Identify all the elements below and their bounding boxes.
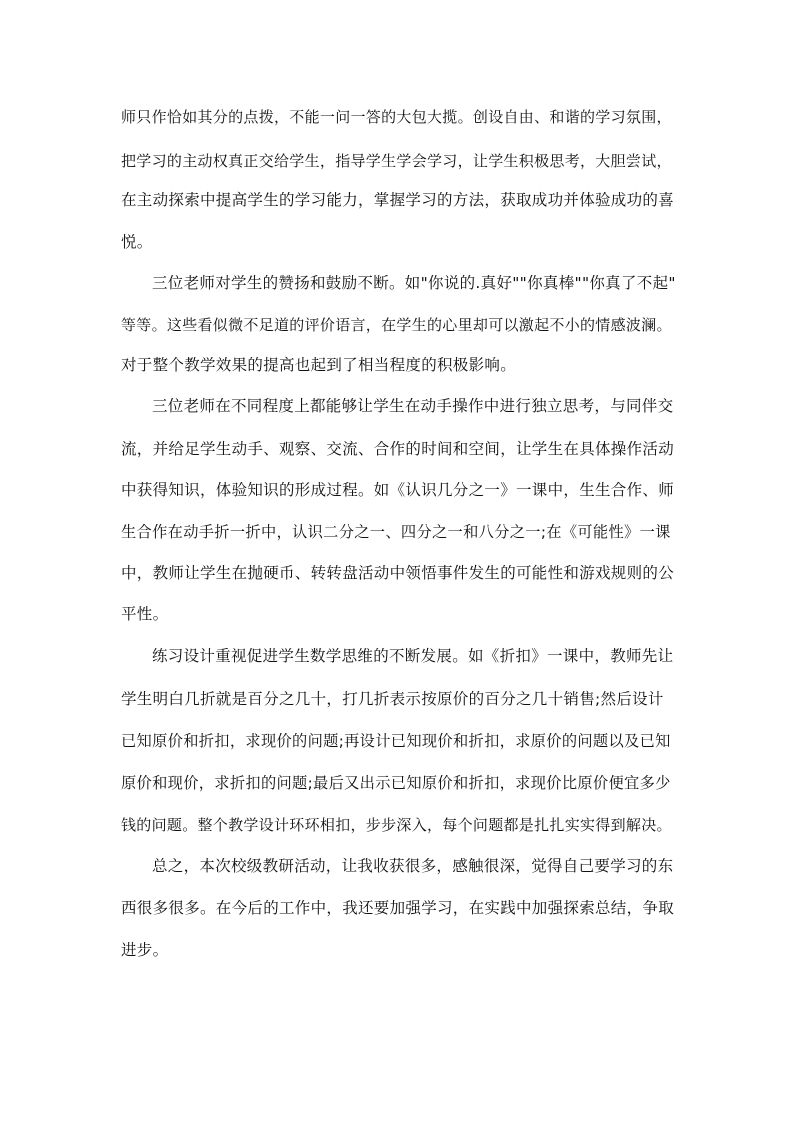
text-line: 悦。 (121, 233, 153, 251)
text-line: 三位老师对学生的赞扬和鼓励不断。如"你说的.真好""你真棒""你真了不起" (152, 274, 676, 292)
text-line: 中获得知识，体验知识的形成过程。如《认识几分之一》一课中，生生合作、师 (121, 481, 675, 499)
text-line: 进步。 (121, 941, 169, 959)
text-line: 在主动探索中提高学生的学习能力，掌握学习的方法，获取成功并体验成功的喜 (121, 191, 675, 209)
text-line: 对于整个教学效果的提高也起到了相当程度的积极影响。 (121, 356, 517, 374)
text-line: 把学习的主动权真正交给学生，指导学生学会学习，让学生积极思考，大胆尝试， (121, 152, 672, 170)
text-line: 生合作在动手折一折中，认识二分之一、四分之一和八分之一;在《可能性》一课 (121, 523, 671, 541)
text-line: 师只作恰如其分的点拨，不能一问一答的大包大揽。创设自由、和谐的学习氛围， (121, 108, 672, 126)
text-line: 原价和现价，求折扣的问题;最后又出示已知原价和折扣，求现价比原价便宜多少 (121, 774, 671, 792)
text-line: 西很多很多。在今后的工作中，我还要加强学习，在实践中加强探索总结，争取 (121, 899, 675, 917)
text-line: 已知原价和折扣，求现价的问题;再设计已知现价和折扣，求原价的问题以及已知 (121, 732, 671, 750)
text-line: 三位老师在不同程度上都能够让学生在动手操作中进行独立思考，与同伴交 (152, 397, 674, 415)
text-line: 练习设计重视促进学生数学思维的不断发展。如《折扣》一课中，教师先让 (152, 647, 674, 665)
text-line: 学生明白几折就是百分之几十，打几折表示按原价的百分之几十销售;然后设计 (121, 690, 664, 708)
text-line: 等等。这些看似微不足道的评价语言，在学生的心里却可以激起不小的情感波澜。 (121, 316, 672, 334)
text-line: 流，并给足学生动手、观察、交流、合作的时间和空间，让学生在具体操作活动 (121, 440, 675, 458)
text-line: 平性。 (121, 605, 169, 623)
text-line: 总之，本次校级教研活动，让我收获很多，感触很深，觉得自己要学习的东 (152, 857, 674, 875)
text-line: 钱的问题。整个教学设计环环相扣，步步深入，每个问题都是扎扎实实得到解决。 (121, 816, 672, 834)
text-line: 中，教师让学生在抛硬币、转转盘活动中领悟事件发生的可能性和游戏规则的公 (121, 564, 675, 582)
